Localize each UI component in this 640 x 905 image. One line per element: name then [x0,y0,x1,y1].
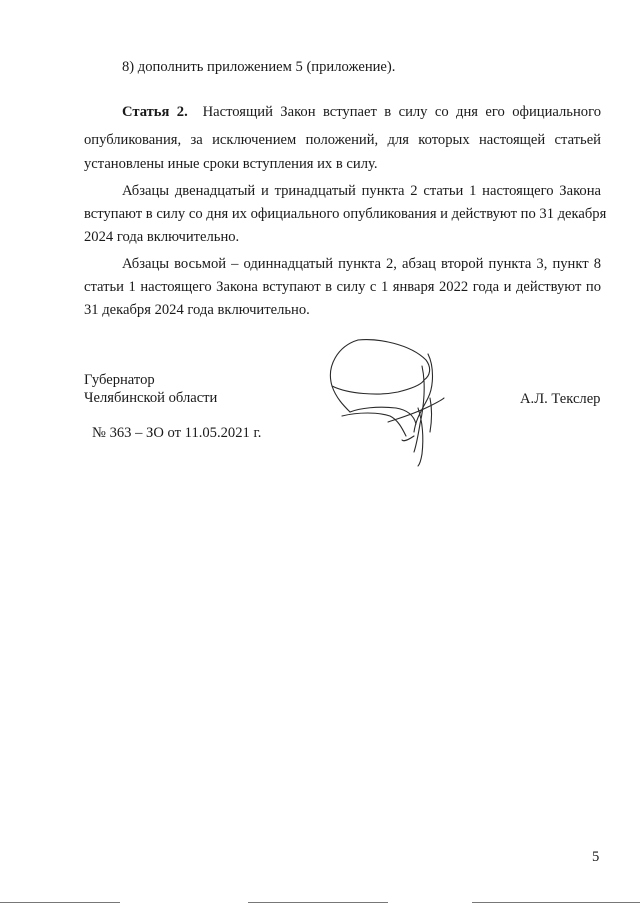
handwritten-signature-icon [318,336,450,468]
signatory-name: А.Л. Текслер [520,391,601,407]
article-2-label: Статья 2. [122,104,188,120]
signatory-title-line-2: Челябинской области [84,390,218,406]
page-number: 5 [592,849,600,865]
law-number: № 363 – ЗО от 11.05.2021 г. [92,425,262,441]
paragraph-2-line-1: Абзацы двенадцатый и тринадцатый пункта 2 статьи 1 настоящего Закона [122,183,601,199]
paragraph-3-line-1: Абзацы восьмой – одиннадцатый пункта 2, абзац второй пункта 3, пункт 8 [122,256,601,272]
signatory-title-line-1: Губернатор [84,372,155,388]
paragraph-2-line-3: 2024 года включительно. [84,229,240,245]
article-2-line-2: опубликования, за исключением положений, для которых настоящей статьей [84,132,601,148]
article-2-line-1 [84,103,601,121]
item-8-text: 8) дополнить приложением 5 (приложение). [122,59,396,75]
footer-divider-right [472,902,640,903]
paragraph-3-line-2: статьи 1 настоящего Закона вступают в силу с 1 января 2022 года и действуют по [84,279,601,295]
footer-divider-left [0,902,120,903]
paragraph-2-line-2: вступают в силу со дня их официального опубликования и действуют по 31 декабря [84,206,607,222]
paragraph-3-line-3: 31 декабря 2024 года включительно. [84,302,310,318]
footer-divider-center [248,902,388,903]
article-2-text: Настоящий Закон вступает в силу со дня его официального [202,104,601,120]
article-2-line-3: установлены иные сроки вступления их в силу. [84,156,378,172]
